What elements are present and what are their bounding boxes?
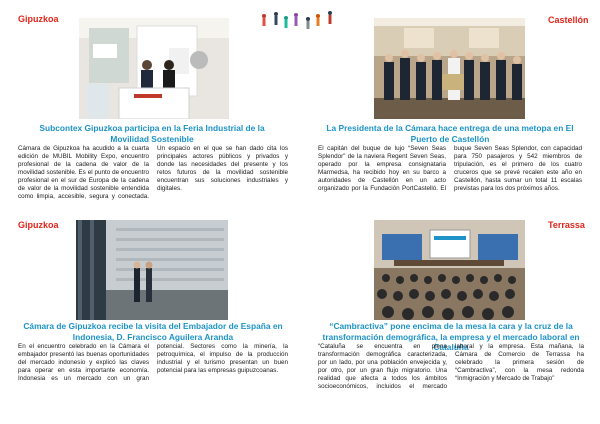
decorative-figurines-icon: [258, 10, 338, 39]
region-label: Gipuzkoa: [18, 14, 59, 24]
article-headline: Subcontex Gipuzkoa participa en la Feria Industrial de la Movilidad Sostenible: [39, 123, 265, 144]
article-body: [318, 343, 584, 393]
article-body-text: “Cataluña se encuentra en plena transformación demográfica caracterizada, por un lado, por una población envejecida y, por otro, por un gran flujo migratorio. Una realidad que afecta a todos los ámbitos socioeconómicos, incluidos el mercado laboral y la empresa. Esta mañana, la Cámara de Comercio de Terrassa ha celebrado la primera sesión de “Cambractiva”, con la mesa redonda “Inmigración y Mercado de Trabajo”: [318, 343, 584, 390]
article-body-text: Cámara de Gipuzkoa ha acudido a la cuarta edición de MUBIL Mobility Expo, encuentro profesional de la cadena de valor de la movilidad sostenible. Es el punto de encuentro profesional en el sur de Europa de la cadena de valor de la movilidad sostenible entendida como limpia, accesible, segura y conectada. Un espacio en el que se han dado cita los principales actores públicos y privados y donde las necesidades del presente y los retos futuros de la movilidad sostenible encuentran sus soluciones industriales y digitales.: [18, 145, 288, 200]
article-body: [318, 145, 582, 205]
article-body-text: En el encuentro celebrado en la Cámara el embajador presentó las buenas oportunidades del mercado indonesio y explicó las claves para operar en esta importante economía. Indonesia es un mercado con un gran potencial. Sectores como la minería, la petroquímica, el impulso de la producción industrial y el turismo presentan un buen potencial para las empresas guipuzcoanas.: [18, 343, 288, 382]
region-label: Castellón: [548, 15, 589, 25]
article-headline: La Presidenta de la Cámara hace entrega de una metopa en El Puerto de Castellón: [326, 123, 574, 144]
trade-fair-stand-photo-icon: [79, 18, 229, 119]
region-label: Gipuzkoa: [18, 220, 59, 230]
article-body: [18, 343, 288, 393]
region-label: Terrassa: [548, 220, 585, 230]
article-body: [18, 145, 288, 205]
article-headline: Cámara de Gipuzkoa recibe la visita del Embajador de España en Indonesia, D. Francisco Aguilera Aranda: [23, 321, 283, 342]
article-body-text: El capitán del buque de lujo “Seven Seas Splendor” de la naviera Regent Seven Seas, operado por la empresa consignataria Marmedsa, ha recibido hoy en su barco a autoridades de Castellón en un acto organizado por la Fundación PortCastelló. El buque Seven Seas Splendor, con capacidad para 750 pasajeros y 542 miembros de tripulación, es el primero de los cuatro cruceros que se prevé recalen este año en Castellón, hasta sumar un total 11 escalas previstas para los dos próximos años.: [318, 145, 582, 192]
conference-hall-photo-icon: [374, 220, 525, 320]
article-headline: “Cambractiva” pone encima de la mesa la cara y la cruz de la transformación demográfica, la empresa y el mercado laboral en Cataluña: [322, 321, 580, 352]
ambassador-visit-photo-icon: [76, 220, 228, 320]
group-photo-icon: [374, 18, 525, 119]
